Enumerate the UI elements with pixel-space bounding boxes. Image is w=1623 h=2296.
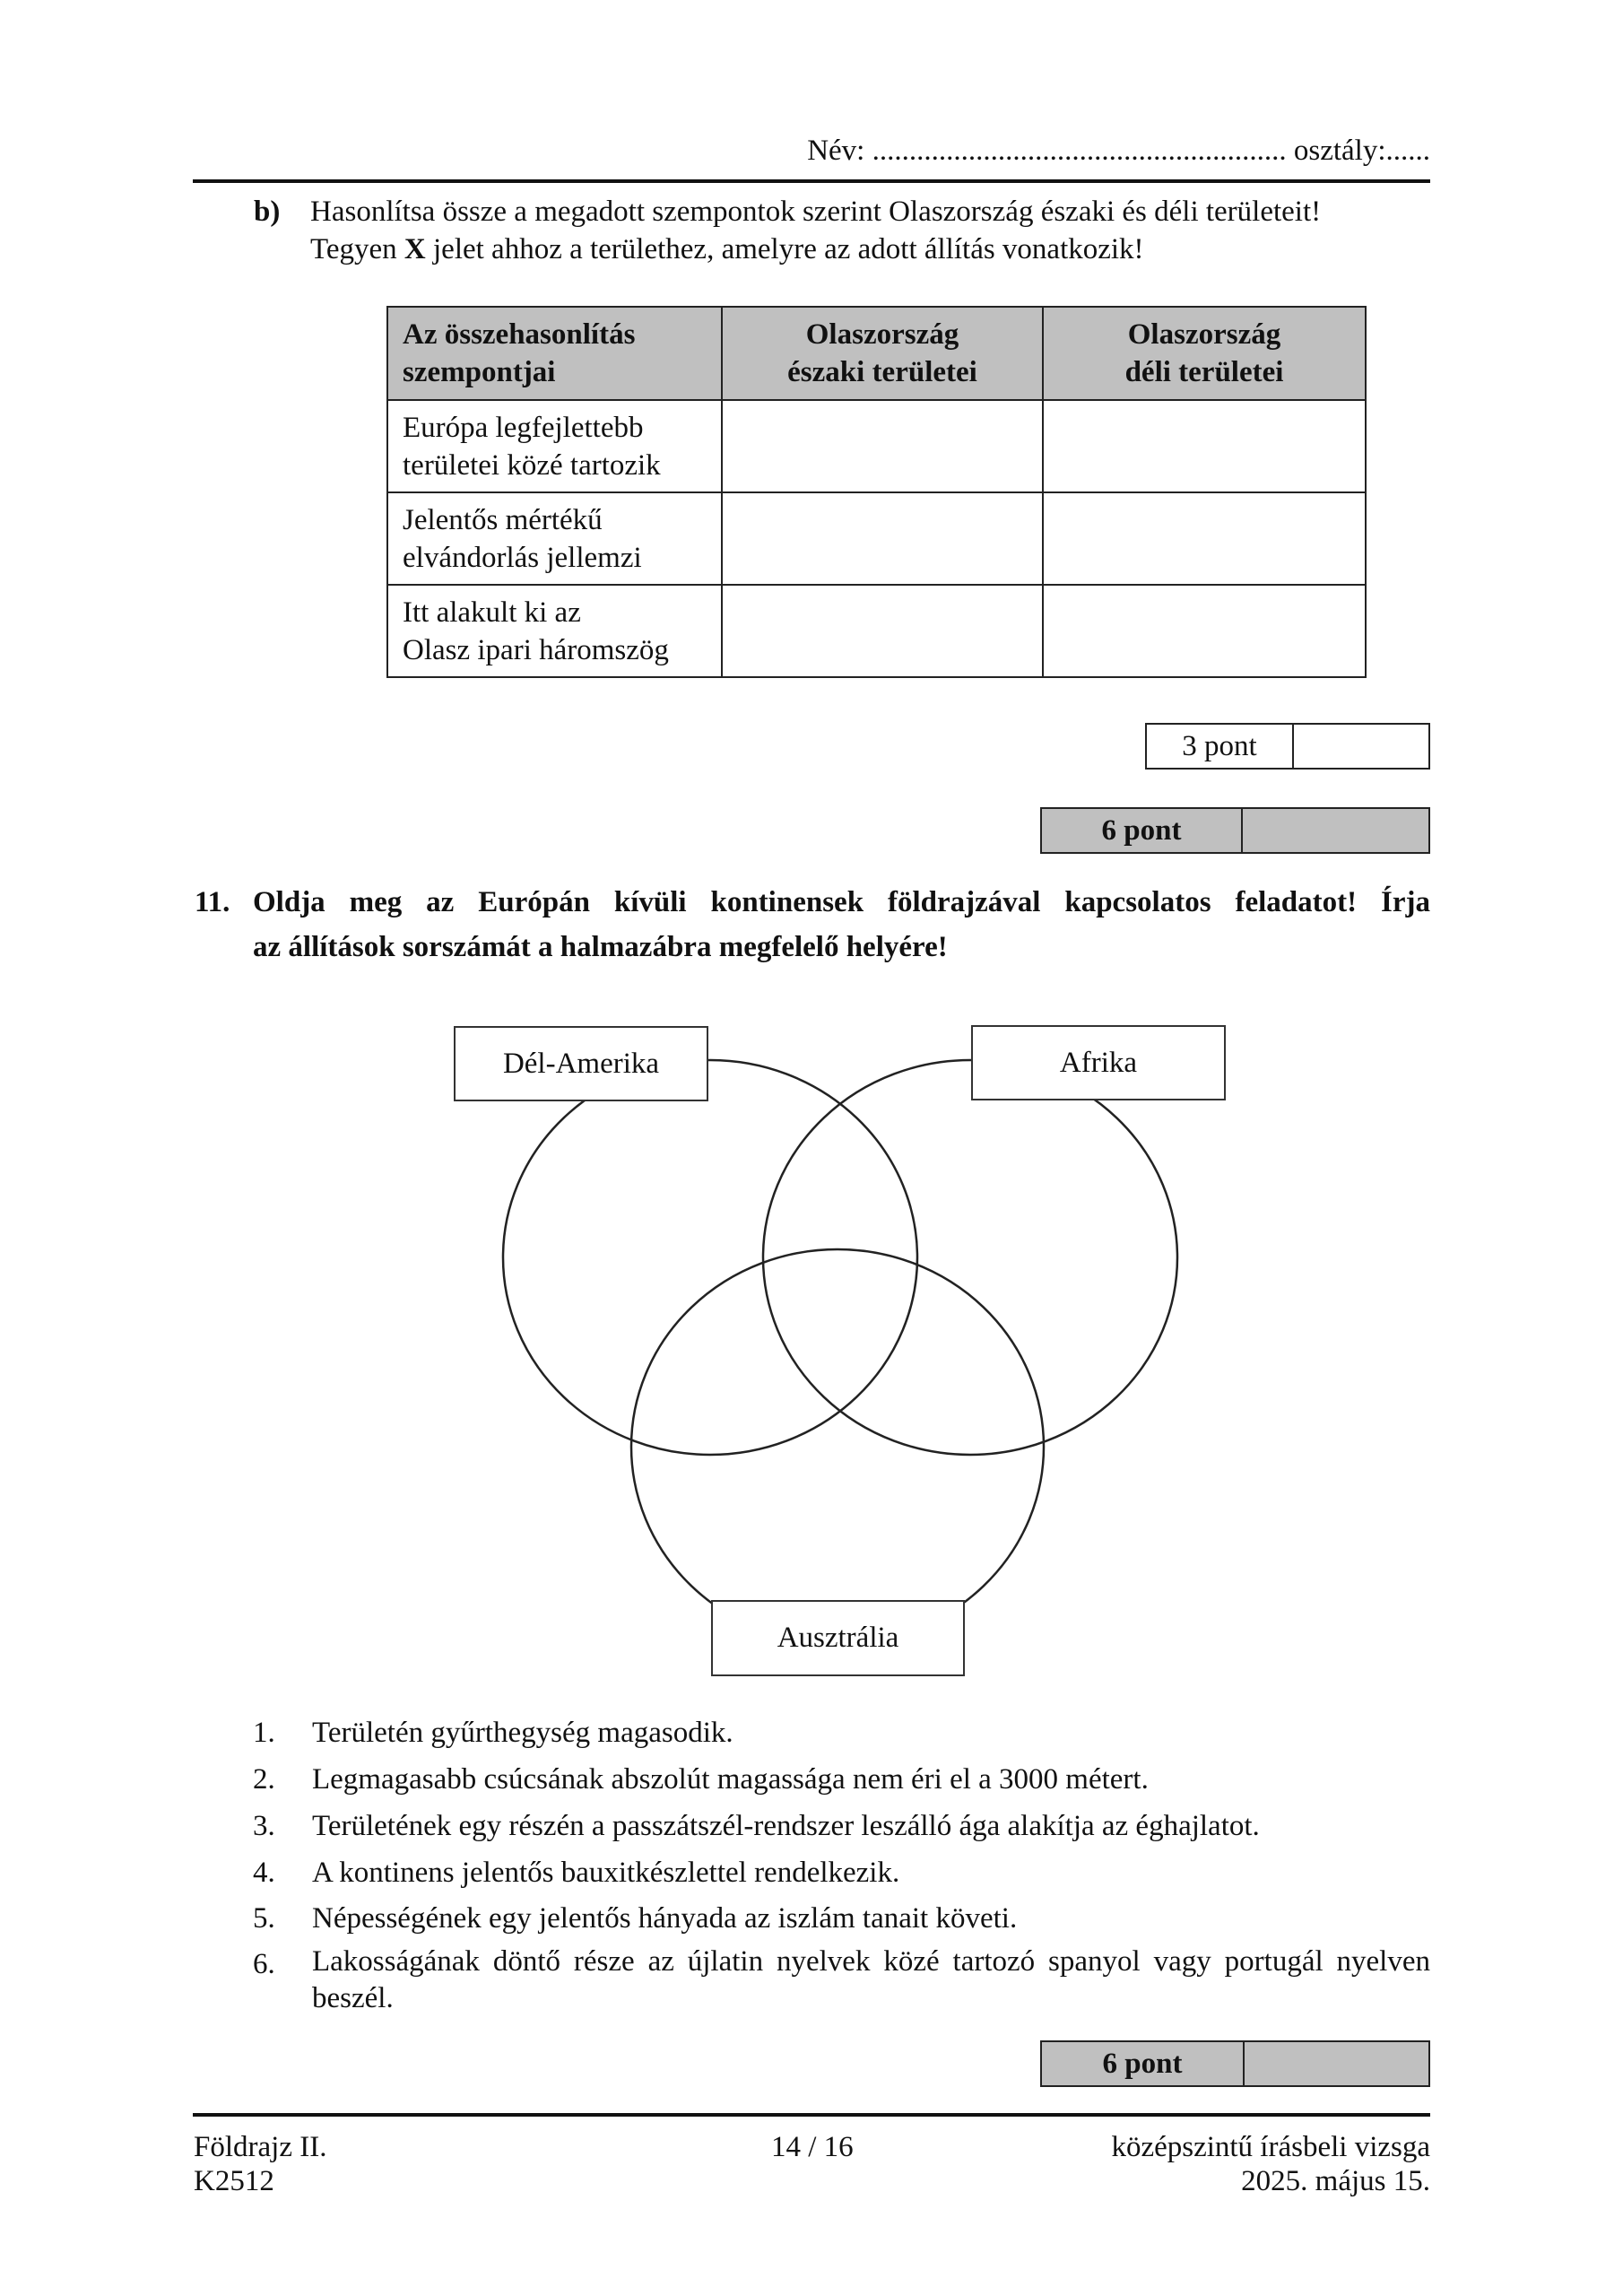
venn-circle-africa[interactable] [763, 1060, 1177, 1455]
part-b-label: b) [254, 196, 281, 228]
venn-circle-australia[interactable] [631, 1249, 1044, 1644]
statement-text: Területén gyűrthegység magasodik. [312, 1717, 733, 1749]
header-text: Az összehasonlítás [403, 318, 636, 351]
footer-code: K2512 [194, 2165, 274, 2197]
name-class-line: Név: ........................................................ osztály:...... [807, 135, 1430, 167]
task-number: 11. [195, 886, 230, 918]
score-entry-field[interactable] [1245, 2042, 1428, 2085]
header-text: Olaszország [805, 318, 959, 351]
statement-number: 4. [253, 1857, 275, 1889]
statement-text: Lakosságának döntő része az újlatin nyelvek közé tartozó spanyol vagy portugál nyelven beszél. [312, 1945, 1430, 2014]
header-text: északi területei [787, 356, 977, 388]
part-b-instruction-line1: Hasonlítsa össze a megadott szempontok szerint Olaszország északi és déli területeit! [310, 196, 1322, 228]
criterion-text: Itt alakult ki az [403, 596, 581, 629]
criterion-text: területei közé tartozik [403, 448, 661, 482]
footer-date: 2025. május 15. [1241, 2165, 1430, 2197]
footer-rule [193, 2113, 1430, 2117]
footer-exam-type: középszintű írásbeli vizsga [1111, 2131, 1430, 2163]
criterion-text: elvándorlás jellemzi [403, 541, 642, 574]
task11-instruction-line1: Oldja meg az Európán kívüli kontinensek földrajzával kapcsolatos feladatot! Írja [253, 886, 1430, 918]
instruction-text: jelet ahhoz a területhez, amelyre az adott állítás vonatkozik! [425, 233, 1144, 265]
task11-instruction-line2: az állítások sorszámát a halmazábra megfelelő helyére! [253, 931, 948, 963]
venn-label-africa: Afrika [971, 1025, 1226, 1100]
criterion-text: Jelentős mértékű [403, 503, 603, 536]
x-mark-text: X [404, 233, 426, 265]
statement-number: 1. [253, 1717, 275, 1749]
footer-subject: Földrajz II. [194, 2131, 327, 2163]
score-label: 6 pont [1042, 2042, 1245, 2085]
venn-label-south-america: Dél-Amerika [454, 1026, 708, 1101]
instruction-text: Tegyen [310, 233, 404, 265]
header-text: déli területei [1124, 356, 1284, 388]
header-text: szempontjai [403, 356, 556, 388]
statement-text: Területének egy részén a passzátszél-rendszer leszálló ága alakítja az éghajlatot. [312, 1810, 1260, 1842]
footer-page-number: 14 / 16 [771, 2131, 854, 2163]
statement-number: 5. [253, 1902, 275, 1935]
statement-number: 2. [253, 1763, 275, 1796]
score-label: 3 pont [1147, 725, 1294, 768]
statement-text: Népességének egy jelentős hányada az iszlám tanait követi. [312, 1902, 1018, 1935]
venn-circle-south-america[interactable] [503, 1060, 917, 1455]
score-label: 6 pont [1042, 809, 1243, 852]
criterion-text: Európa legfejlettebb [403, 411, 644, 444]
venn-label-australia: Ausztrália [711, 1600, 965, 1676]
statement-text: Legmagasabb csúcsának abszolút magassága nem éri el a 3000 métert. [312, 1763, 1149, 1796]
statement-number: 6. [253, 1948, 275, 1980]
statement-text: A kontinens jelentős bauxitkészlettel rendelkezik. [312, 1857, 900, 1889]
header-text: Olaszország [1127, 318, 1281, 351]
statement-number: 3. [253, 1810, 275, 1842]
criterion-text: Olasz ipari háromszög [403, 633, 669, 666]
score-box-task11 [1040, 2040, 1430, 2087]
